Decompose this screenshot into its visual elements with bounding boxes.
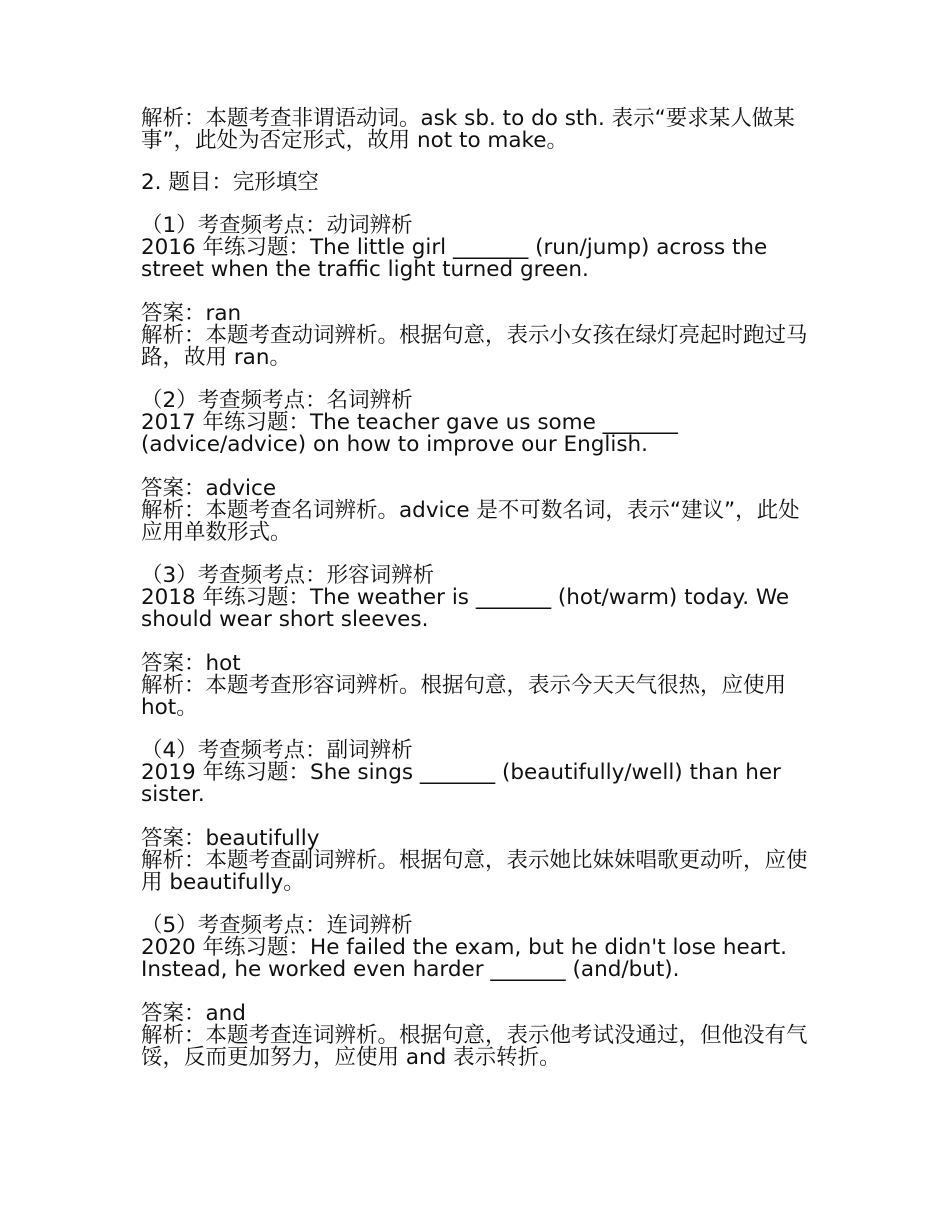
question-3 (141, 565, 816, 719)
question-2 (141, 390, 816, 544)
question-heading: （4）考查频考点：副词辨析 (141, 738, 413, 763)
question-heading: （3）考查频考点：形容词辨析 (141, 563, 435, 588)
question-prompt: 2017 年练习题：The teacher gave us some _______ (advice/advice) on how to improve our English. (141, 410, 678, 457)
question-analysis: 解析：本题考查形容词辨析。根据句意，表示今天天气很热，应使用 hot。 (141, 673, 787, 720)
question-prompt: 2020 年练习题：He failed the exam, but he didn't lose heart. Instead, he worked even harder _______ (and/but). (141, 935, 787, 982)
question-prompt: 2018 年练习题：The weather is _______ (hot/warm) today. We should wear short sleeves. (141, 585, 790, 632)
intro-analysis: 解析：本题考查非谓语动词。ask sb. to do sth. 表示“要求某人做某事”，此处为否定形式，故用 not to make。 (141, 106, 795, 153)
question-analysis: 解析：本题考查名词辨析。advice 是不可数名词，表示“建议”，此处应用单数形式。 (141, 498, 800, 545)
question-analysis: 解析：本题考查动词辨析。根据句意，表示小女孩在绿灯亮起时跑过马路，故用 ran。 (141, 323, 808, 370)
question-answer: 答案：advice (141, 476, 277, 501)
question-heading: （5）考查频考点：连词辨析 (141, 913, 413, 938)
question-prompt: 2019 年练习题：She sings _______ (beautifully/well) than her sister. (141, 760, 781, 807)
question-answer: 答案：beautifully (141, 826, 320, 851)
question-1 (141, 215, 816, 369)
question-answer: 答案：hot (141, 651, 241, 676)
question-5 (141, 915, 816, 1069)
question-answer: 答案：ran (141, 301, 242, 326)
question-heading: （1）考查频考点：动词辨析 (141, 213, 413, 238)
question-prompt: 2016 年练习题：The little girl _______ (run/jump) across the street when the traffic light turned green. (141, 235, 768, 282)
question-analysis: 解析：本题考查副词辨析。根据句意，表示她比妹妹唱歌更动听，应使用 beautifully。 (141, 848, 808, 895)
section-title: 2. 题目：完形填空 (141, 170, 319, 195)
question-4 (141, 740, 816, 894)
document-page (141, 108, 816, 1090)
question-analysis: 解析：本题考查连词辨析。根据句意，表示他考试没通过，但他没有气馁，反而更加努力，应使用 and 表示转折。 (141, 1023, 808, 1070)
question-heading: （2）考查频考点：名词辨析 (141, 388, 413, 413)
question-answer: 答案：and (141, 1001, 246, 1026)
